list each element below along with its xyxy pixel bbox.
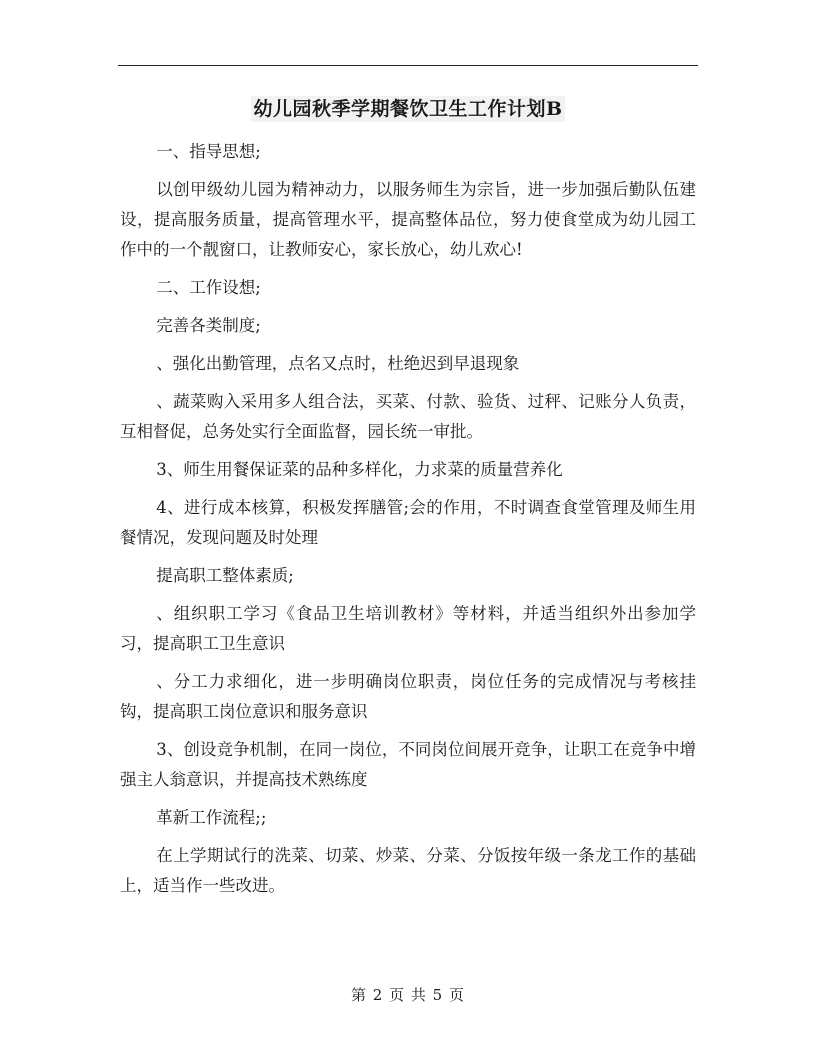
paragraph-purchasing: 、蔬菜购入采用多人组合法，买菜、付款、验货、过秤、记账分人负责，互相督促，总务处实行全面监督，园长统一审批。 [120,392,696,441]
paragraph-menu-variety: 3、师生用餐保证菜的品种多样化，力求菜的质量营养化 [156,460,563,479]
document-title [118,94,698,124]
paragraph-rules-heading: 完善各类制度; [156,316,261,335]
paragraph-attendance: 、强化出勤管理，点名又点时，杜绝迟到早退现象 [156,354,520,373]
document-body [120,137,696,909]
paragraph-competition: 3、创设竞争机制，在同一岗位，不同岗位间展开竞争，让职工在竞争中增强主人翁意识，并提高技术熟练度 [120,740,696,789]
paragraph-work-plan-heading: 二、工作设想; [156,278,261,297]
paragraph-cost-accounting: 4、进行成本核算，积极发挥膳管;会的作用，不时调查食堂管理及师生用餐情况，发现问题及时处理 [120,498,696,547]
paragraph-workflow-heading: 革新工作流程;; [156,808,267,827]
header-rule [118,65,698,66]
paragraph-staff-quality-heading: 提高职工整体素质; [156,566,294,585]
paragraph-guiding-heading: 一、指导思想; [156,142,261,161]
paragraph-guiding-text: 以创甲级幼儿园为精神动力，以服务师生为宗旨，进一步加强后勤队伍建设，提高服务质量，提高管理水平，提高整体品位，努力使食堂成为幼儿园工作中的一个靓窗口，让教师安心，家长放心，幼儿欢心! [120,180,696,259]
paragraph-division-of-labor: 、分工力求细化，进一步明确岗位职责，岗位任务的完成情况与考核挂钩，提高职工岗位意识和服务意识 [120,672,696,721]
page-number-footer: 第 2 页 共 5 页 [351,986,465,1004]
paragraph-workflow-text: 在上学期试行的洗菜、切菜、炒菜、分菜、分饭按年级一条龙工作的基础上，适当作一些改进。 [120,846,696,895]
document-title-text: 幼儿园秋季学期餐饮卫生工作计划B [253,98,563,120]
paragraph-staff-training: 、组织职工学习《食品卫生培训教材》等材料，并适当组织外出参加学习，提高职工卫生意识 [120,604,696,653]
